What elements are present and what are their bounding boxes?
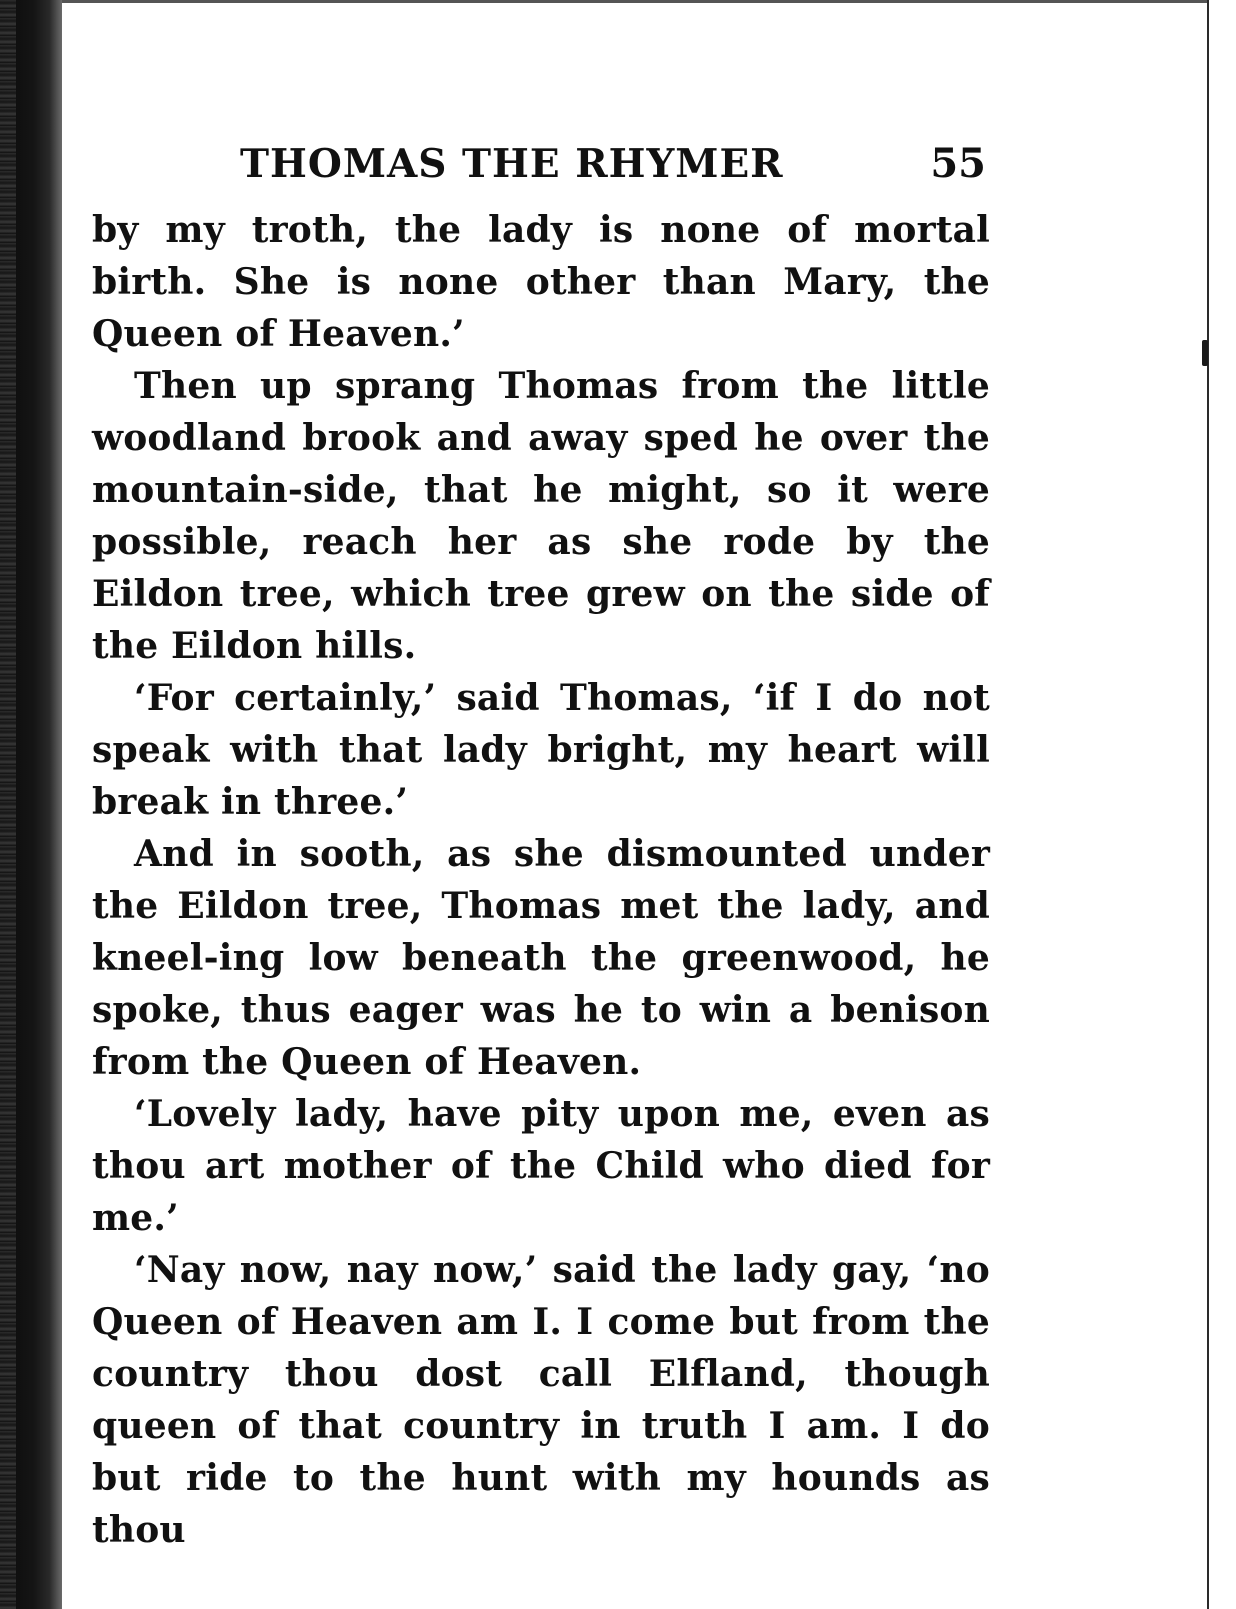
paragraph: ‘Lovely lady, have pity upon me, even as thou art mother of the Child who died for me.’	[92, 1093, 990, 1239]
page-edge-mark	[1202, 340, 1208, 366]
page-number: 55	[930, 140, 986, 187]
body-text	[92, 204, 990, 1556]
page-top-edge	[62, 0, 1208, 3]
paragraph: And in sooth, as she dismounted under the Eildon tree, Thomas met the lady, and kneel-ing low beneath the greenwood, he spoke, thus eager was he to win a benison from the Queen of Heaven.	[92, 833, 990, 1083]
paragraph: ‘Nay now, nay now,’ said the lady gay, ‘no Queen of Heaven am I. I come but from the country thou dost call Elfland, though queen of that country in truth I am. I do but ride to the hunt with my hounds as thou	[92, 1249, 990, 1551]
paragraph-continued: by my troth, the lady is none of mortal birth. She is none other than Mary, the Queen of Heaven.’	[92, 209, 990, 355]
paragraph: ‘For certainly,’ said Thomas, ‘if I do not speak with that lady bright, my heart will break in three.’	[92, 677, 990, 823]
running-head-title: THOMAS THE RHYMER	[240, 141, 784, 187]
binding-edge-texture	[0, 0, 16, 1609]
page-right-edge	[1207, 0, 1209, 1609]
book-page	[92, 140, 990, 1556]
paragraph: Then up sprang Thomas from the little woodland brook and away sped he over the mountain-side, that he might, so it were possible, reach her as she rode by the Eildon tree, which tree grew on the side of the Eildon hills.	[92, 365, 990, 667]
running-head	[92, 140, 990, 194]
